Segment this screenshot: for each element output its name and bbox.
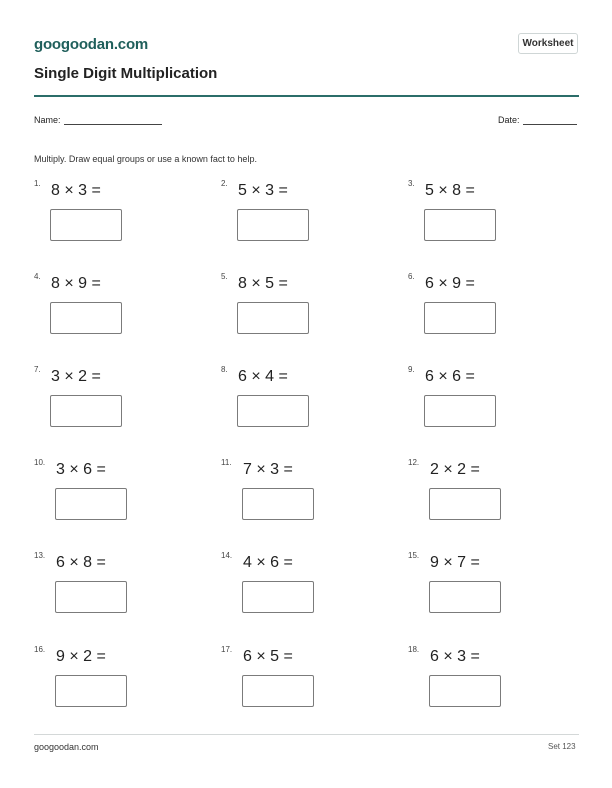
answer-box[interactable] [424, 302, 496, 334]
problem-number: 2. [221, 179, 228, 188]
answer-box[interactable] [237, 302, 309, 334]
problem-number: 18. [408, 645, 420, 654]
brand-logo-text: googoodan.com [34, 36, 149, 53]
problem-number: 3. [408, 179, 415, 188]
answer-box[interactable] [242, 581, 314, 613]
page-title: Single Digit Multiplication [34, 65, 218, 82]
instructions-text: Multiply. Draw equal groups or use a known fact to help. [34, 154, 257, 164]
problem-expression: 6 × 5 = [243, 648, 293, 665]
problem-expression: 9 × 2 = [56, 648, 106, 665]
footer-divider [34, 734, 579, 735]
problem-number: 5. [221, 272, 228, 281]
problem-expression: 5 × 3 = [238, 182, 288, 199]
problem-expression: 8 × 5 = [238, 275, 288, 292]
answer-box[interactable] [55, 581, 127, 613]
problem-number: 8. [221, 365, 228, 374]
problem-number: 12. [408, 458, 420, 467]
problem-number: 13. [34, 551, 46, 560]
answer-box[interactable] [50, 209, 122, 241]
problem-number: 15. [408, 551, 420, 560]
answer-box[interactable] [242, 488, 314, 520]
problem-expression: 3 × 2 = [51, 368, 101, 385]
footer-site: googoodan.com [34, 742, 99, 752]
answer-box[interactable] [50, 395, 122, 427]
problem-expression: 5 × 8 = [425, 182, 475, 199]
problem-number: 14. [221, 551, 233, 560]
answer-box[interactable] [50, 302, 122, 334]
problem-expression: 2 × 2 = [430, 461, 480, 478]
answer-box[interactable] [237, 209, 309, 241]
problem-number: 4. [34, 272, 41, 281]
problem-number: 1. [34, 179, 41, 188]
footer-set-label: Set 123 [548, 742, 576, 751]
problem-expression: 7 × 3 = [243, 461, 293, 478]
problem-number: 11. [221, 458, 232, 467]
answer-box[interactable] [429, 581, 501, 613]
problem-number: 9. [408, 365, 415, 374]
problem-number: 16. [34, 645, 46, 654]
name-label: Name: [34, 115, 61, 125]
answer-box[interactable] [55, 488, 127, 520]
problem-expression: 6 × 6 = [425, 368, 475, 385]
date-label: Date: [498, 115, 520, 125]
problem-number: 7. [34, 365, 41, 374]
answer-box[interactable] [424, 209, 496, 241]
problem-number: 6. [408, 272, 415, 281]
problem-expression: 6 × 9 = [425, 275, 475, 292]
answer-box[interactable] [237, 395, 309, 427]
date-blank-line[interactable] [523, 115, 577, 125]
name-field [34, 115, 162, 125]
problem-expression: 4 × 6 = [243, 554, 293, 571]
problem-expression: 6 × 8 = [56, 554, 106, 571]
problem-expression: 6 × 4 = [238, 368, 288, 385]
answer-box[interactable] [424, 395, 496, 427]
problem-number: 17. [221, 645, 233, 654]
answer-box[interactable] [242, 675, 314, 707]
problem-expression: 6 × 3 = [430, 648, 480, 665]
answer-box[interactable] [429, 675, 501, 707]
answer-box[interactable] [429, 488, 501, 520]
problem-expression: 9 × 7 = [430, 554, 480, 571]
problem-expression: 3 × 6 = [56, 461, 106, 478]
answer-box[interactable] [55, 675, 127, 707]
problem-expression: 8 × 3 = [51, 182, 101, 199]
worksheet-badge: Worksheet [518, 33, 578, 54]
header-divider [34, 95, 579, 97]
problem-number: 10. [34, 458, 46, 467]
problem-expression: 8 × 9 = [51, 275, 101, 292]
name-blank-line[interactable] [64, 115, 162, 125]
date-field [498, 115, 577, 125]
